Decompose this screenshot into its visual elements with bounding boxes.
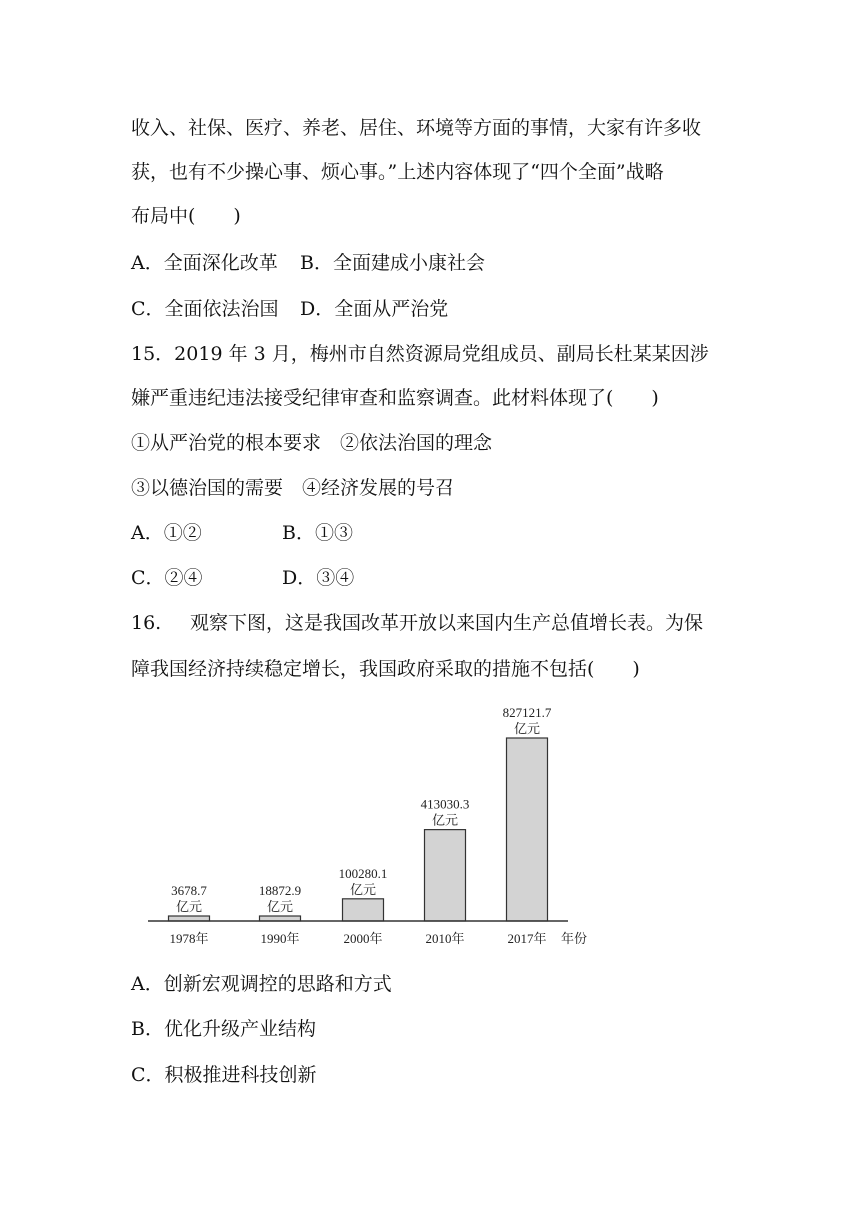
value-label-2017年: 827121.7 xyxy=(502,705,552,720)
unit-label-2000年: 亿元 xyxy=(349,881,377,897)
tick-label-1990年: 1990年 xyxy=(260,931,300,946)
value-label-1978年: 3678.7 xyxy=(171,883,207,898)
unit-label-2017年: 亿元 xyxy=(513,721,541,736)
value-label-2010年: 413030.3 xyxy=(420,796,470,812)
q16-line1: 观察下图，这是我国改革开放以来国内生产总值增长表。为保 xyxy=(190,612,704,634)
tick-label-2010年: 2010年 xyxy=(425,931,465,946)
q14-line1: 收入、社保、医疗、养老、居住、环境等方面的事情，大家有许多收 xyxy=(131,117,702,139)
tick-label-2017年: 2017年 xyxy=(507,931,547,946)
q15-statements-1-2: ①从严治党的根本要求 ②依法治国的理念 xyxy=(131,432,493,454)
q14-line2: 获，也有不少操心事、烦心事。”上述内容体现了“四个全面”战略 xyxy=(131,161,664,183)
q16-line2: 障我国经济持续稳定增长，我国政府采取的措施不包括( ) xyxy=(131,658,640,680)
q15-line2: 嫌严重违纪违法接受纪律审查和监察调查。此材料体现了( ) xyxy=(131,387,659,409)
chart-bars xyxy=(169,705,552,921)
q16-option-c: C．积极推进科技创新 xyxy=(131,1064,317,1086)
bar-2000年 xyxy=(343,899,384,921)
tick-label-2000年: 2000年 xyxy=(343,931,383,946)
q16-number: 16. xyxy=(131,612,162,634)
q15-option-c: C．②④ xyxy=(131,567,203,589)
q14-line3: 布局中( ) xyxy=(131,205,241,227)
q14-option-d: D．全面从严治党 xyxy=(300,298,449,320)
unit-label-1978年: 亿元 xyxy=(175,899,203,914)
chart-tick-labels xyxy=(169,931,546,946)
q15-statements-3-4: ③以德治国的需要 ④经济发展的号召 xyxy=(131,477,455,499)
tick-label-1978年: 1978年 xyxy=(169,931,209,946)
q16-option-b: B．优化升级产业结构 xyxy=(131,1018,316,1040)
q15-line1: 15．2019 年 3 月，梅州市自然资源局党组成员、副局长杜某某因涉 xyxy=(131,343,709,365)
q15-option-d: D．③④ xyxy=(282,567,355,589)
q15-option-a: A．①② xyxy=(131,522,202,544)
bar-2010年 xyxy=(425,830,466,921)
chart-x-axis-label: 年份 xyxy=(561,931,588,946)
q14-option-c: C．全面依法治国 xyxy=(131,298,279,320)
value-label-2000年: 100280.1 xyxy=(338,865,388,881)
q14-option-a: A．全面深化改革 xyxy=(131,252,278,274)
unit-label-2010年: 亿元 xyxy=(431,812,459,828)
q15-option-b: B．①③ xyxy=(282,522,353,544)
q14-option-b: B．全面建成小康社会 xyxy=(300,252,485,274)
bar-2017年 xyxy=(507,738,548,921)
unit-label-1990年: 亿元 xyxy=(266,899,294,914)
value-label-1990年: 18872.9 xyxy=(258,883,302,898)
q16-option-a: A．创新宏观调控的思路和方式 xyxy=(131,973,392,995)
